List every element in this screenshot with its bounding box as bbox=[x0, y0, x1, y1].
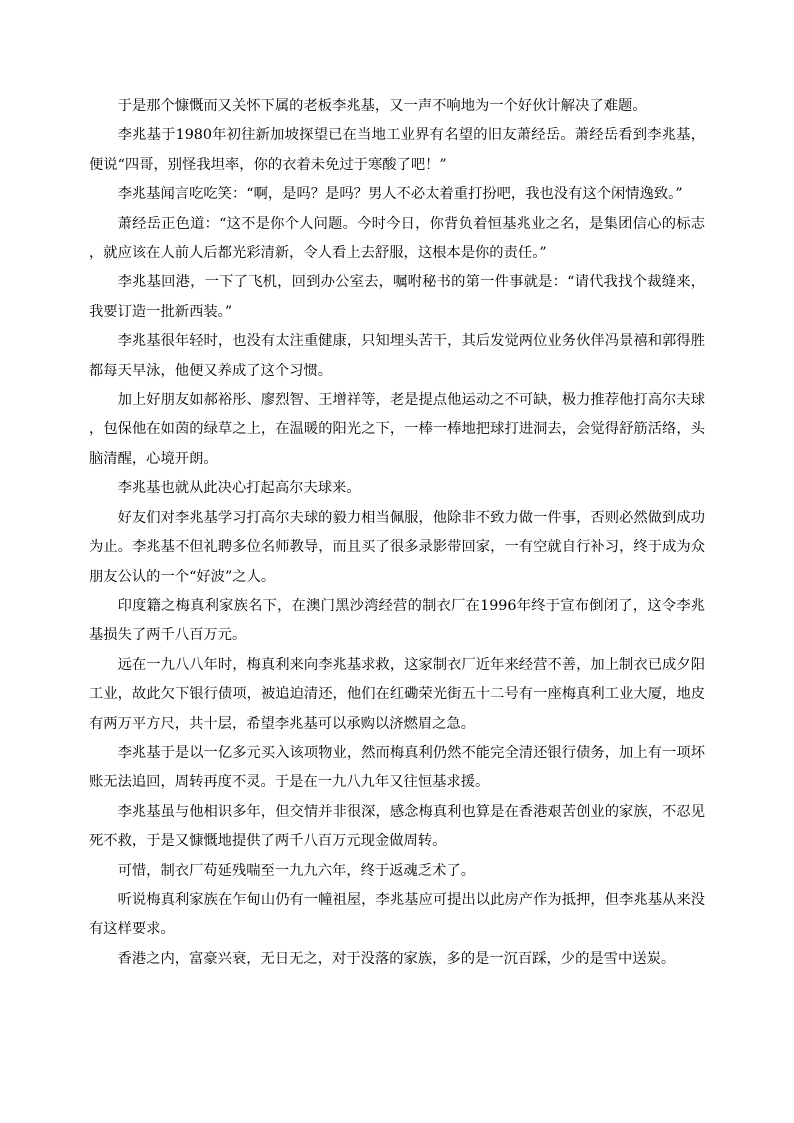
paragraph: 加上好朋友如郝裕彤、廖烈智、王增祥等，老是提点他运动之不可缺，极力推荐他打高尔夫球，包保他在如茵的绿草之上，在温暖的阳光之下，一棒一棒地把球打进洞去，会觉得舒筋活络，头脑清醒，心境开朗。 bbox=[89, 392, 705, 467]
paragraph: 李兆基于1980年初往新加坡探望已在当地工业界有名望的旧友萧经岳。萧经岳看到李兆基，便说“四哥，别怪我坦率，你的衣着未免过于寒酸了吧！” bbox=[89, 127, 705, 173]
paragraph: 李兆基很年轻时，也没有太注重健康，只知埋头苦干，其后发觉两位业务伙伴冯景禧和郭得胜都每天早泳，他便又养成了这个习惯。 bbox=[89, 333, 705, 379]
paragraph: 李兆基也就从此决心打起高尔夫球来。 bbox=[117, 480, 361, 497]
paragraph: 可惜，制衣厂苟延残喘至一九九六年，终于返魂乏术了。 bbox=[117, 862, 476, 879]
paragraph: 于是那个慷慨而又关怀下属的老板李兆基，又一声不响地为一个好伙计解决了难题。 bbox=[117, 98, 647, 114]
paragraph: 远在一九八八年时，梅真利来向李兆基求救，这家制衣厂近年来经营不善，加上制衣已成夕阳工业，故此欠下银行债项，被追迫清还，他们在红磡荣光街五十二号有一座梅真利工业大厦，地皮有两万平方尺，共十层，希望李兆基可以承购以济燃眉之急。 bbox=[89, 656, 705, 732]
paragraph: 听说梅真利家族在乍甸山仍有一幢祖屋，李兆基应可提出以此房产作为抵押，但李兆基从来没有这样要求。 bbox=[89, 891, 705, 938]
paragraph: 李兆基虽与他相识多年，但交情并非很深，感念梅真利也算是在香港艰苦创业的家族，不忍见死不救，于是又慷慨地提供了两千八百万元现金做周转。 bbox=[89, 803, 705, 850]
paragraph: 李兆基回港，一下了飞机，回到办公室去，嘱咐秘书的第一件事就是：“请代我找个裁缝来，我要订造一批新西装。” bbox=[89, 274, 705, 320]
paragraph: 香港之内，富豪兴衰，无日无之，对于没落的家族，多的是一沉百踩，少的是雪中送炭。 bbox=[117, 950, 676, 967]
document-body bbox=[89, 92, 705, 974]
paragraph: 印度籍之梅真利家族名下，在澳门黑沙湾经营的制衣厂在1996年终于宣布倒闭了，这令李兆基损失了两千八百万元。 bbox=[89, 597, 705, 644]
paragraph: 李兆基闻言吃吃笑：“啊，是吗？是吗？男人不必太着重打扮吧，我也没有这个闲情逸致。” bbox=[117, 186, 683, 203]
paragraph: 李兆基于是以一亿多元买入该项物业，然而梅真利仍然不能完全清还银行债务，加上有一项坏账无法追回，周转再度不灵。于是在一九八九年又往恒基求援。 bbox=[89, 744, 705, 791]
paragraph: 好友们对李兆基学习打高尔夫球的毅力相当佩服，他除非不致力做一件事，否则必然做到成功为止。李兆基不但礼聘多位名师教导，而且买了很多录影带回家，一有空就自行补习，终于成为众朋友公认的一个“好波”之人。 bbox=[89, 509, 705, 585]
paragraph: 萧经岳正色道：“这不是你个人问题。今时今日，你背负着恒基兆业之名，是集团信心的标志，就应该在人前人后都光彩清新，令人看上去舒服，这根本是你的责任。” bbox=[89, 215, 705, 262]
